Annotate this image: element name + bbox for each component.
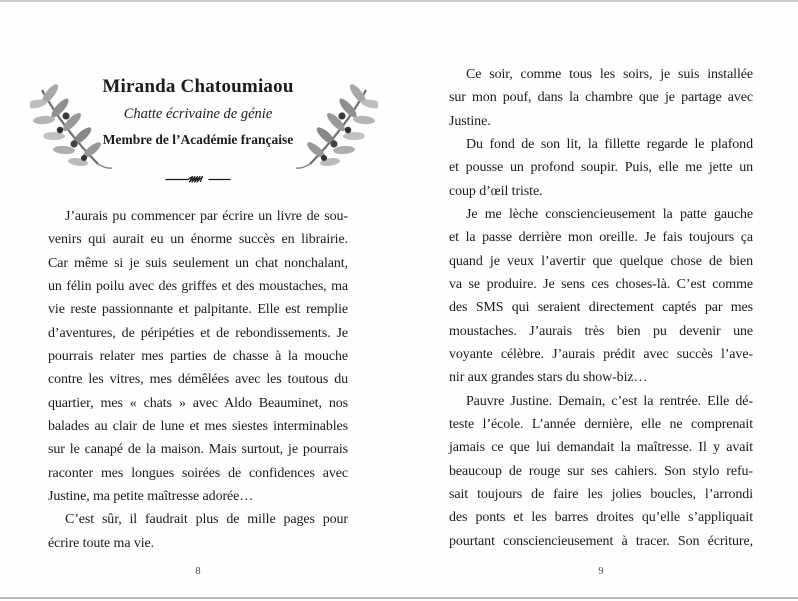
text-line: Car même si je suis seulement un chat nonchalant, bbox=[48, 255, 348, 271]
text-line: voyante célèbre. J’aurais prédit avec succès l’ave- bbox=[449, 346, 753, 362]
text-line: sait toujours de faire les jolies boucles, l’arrondi bbox=[449, 486, 753, 502]
text-line: quartier, mes « chats » avec Aldo Beauminet, nos bbox=[48, 395, 348, 411]
text-line: venirs qui aurait eu un énorme succès en librairie. bbox=[48, 232, 348, 248]
text-line: Pauvre Justine. Demain, c’est la rentrée. Elle dé- bbox=[466, 393, 753, 409]
text-line: sur le canapé de la maison. Mais surtout, je pourrais bbox=[48, 442, 348, 458]
left-page-text bbox=[48, 205, 348, 555]
text-line: J’aurais pu commencer par écrire un livre de sou- bbox=[65, 209, 348, 224]
text-line: Ce soir, comme tous les soirs, je suis installée bbox=[466, 67, 753, 82]
text-line: vie reste passionnante et palpitante. Elle est remplie bbox=[48, 302, 348, 318]
text-line: pourrais relater mes parties de chasse à la mouche bbox=[48, 348, 348, 364]
text-line: quand je veux l’avertir que quelque chose de bien bbox=[449, 253, 753, 269]
text-line: Justine, ma petite maîtresse adorée… bbox=[48, 488, 254, 504]
text-line: contre les vitres, mes démêlées avec les toutous du bbox=[48, 372, 348, 388]
text-line: teste l’école. L’année dernière, elle ne comprenait bbox=[449, 416, 753, 432]
text-line: pourtant consciencieusement à tracer. Son écriture, bbox=[449, 533, 753, 549]
text-line: beaucoup de rouge sur ses cahiers. Son stylo refu- bbox=[449, 463, 753, 479]
text-line: des SMS qui seraient directement captés par mes bbox=[449, 300, 753, 316]
text-line: et la passe derrière mon oreille. Je fais toujours ça bbox=[449, 230, 753, 246]
text-line: écrire toute ma vie. bbox=[48, 535, 155, 551]
text-line: moustaches. J’aurais très bien pu devenir une bbox=[449, 323, 753, 339]
text-line: Du fond de son lit, la fillette regarde le plafond bbox=[466, 136, 753, 152]
text-line: C’est sûr, il faudrait plus de mille pages pour bbox=[65, 512, 348, 528]
text-line: balades au clair de lune et mes siestes interminables bbox=[48, 418, 348, 434]
bottom-edge-rule bbox=[0, 597, 798, 599]
text-line: va se produire. Je sens ces choses-là. C’est comme bbox=[449, 276, 753, 292]
text-line: coup d’œil triste. bbox=[449, 183, 543, 199]
text-line: nir aux grandes stars du show-biz… bbox=[449, 370, 648, 386]
text-line: jamais ce que lui demandait la maîtresse. Il y avait bbox=[449, 440, 753, 456]
text-line: d’aventures, de péripéties et de rebondissements. Je bbox=[48, 325, 348, 341]
text-line: et pousse un profond soupir. Puis, elle me jette un bbox=[449, 160, 753, 176]
text-line: Justine. bbox=[449, 113, 491, 129]
author-name: Miranda Chatoumiaou bbox=[102, 76, 294, 97]
right-page-text bbox=[449, 63, 753, 553]
text-line: Je me lèche consciencieusement la patte gauche bbox=[466, 206, 753, 222]
text-line: raconter mes longues soirées de confidences avec bbox=[48, 465, 348, 481]
text-line: un félin poilu avec des griffes et des moustaches, ma bbox=[48, 278, 348, 294]
text-line: sur mon pouf, dans la chambre que je partage avec bbox=[449, 90, 753, 106]
rope-divider-icon bbox=[48, 170, 348, 188]
author-subtitle: Chatte écrivaine de génie bbox=[123, 106, 273, 122]
page-number-left: 8 bbox=[195, 566, 201, 577]
page-number-right: 9 bbox=[598, 566, 604, 577]
text-line: des ponts et les barres droites qu’elle s’appliquait bbox=[449, 510, 753, 526]
author-affiliation: Membre de l’Académie française bbox=[102, 132, 294, 147]
chapter-header bbox=[48, 0, 348, 188]
